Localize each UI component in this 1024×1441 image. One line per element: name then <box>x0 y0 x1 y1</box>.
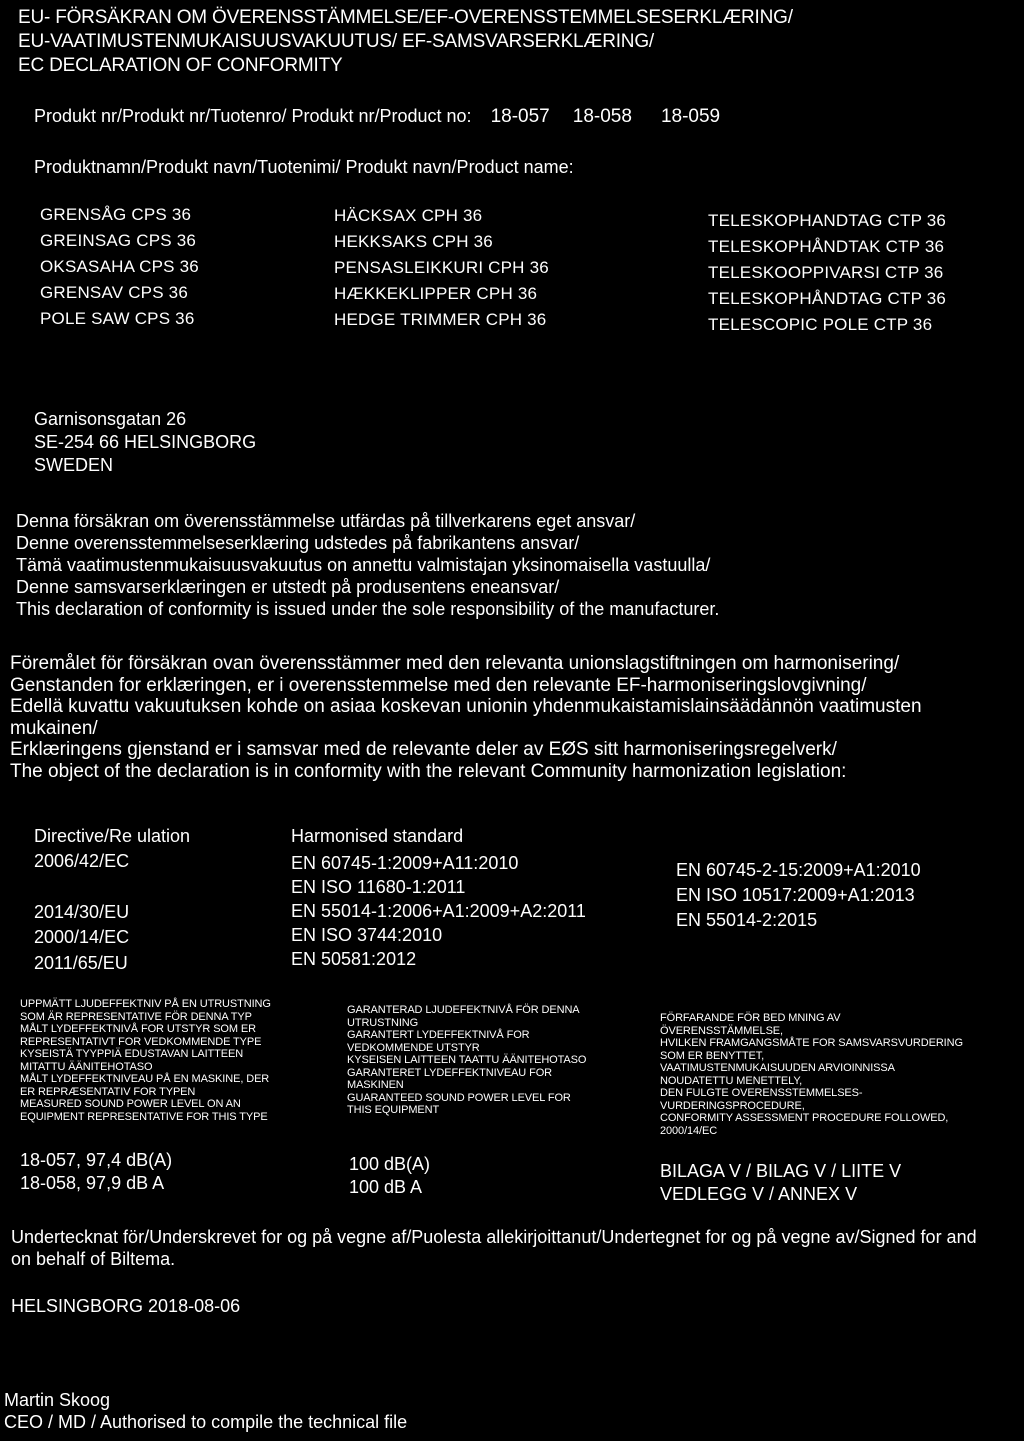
statement-line: Denne overensstemmelseserklæring udstedes på fabrikantens ansvar/ <box>16 533 580 553</box>
title-line: EC DECLARATION OF CONFORMITY <box>18 55 343 76</box>
label-line: SOM ER BENYTTET, <box>660 1049 765 1062</box>
statement-line: Edellä kuvattu vakuutuksen kohde on asiaa koskevan unionin yhdenmukaistamislainsäädännön vaatimusten <box>10 696 922 717</box>
label-line: ER REPRÆSENTATIV FOR TYPEN <box>20 1085 196 1098</box>
standard-header: Harmonised standard <box>291 826 464 846</box>
label-line: NOUDATETTU MENETTELY, <box>660 1074 803 1087</box>
standard: EN ISO 11680-1:2011 <box>291 877 466 897</box>
product-name: TELESCOPIC POLE CTP 36 <box>708 315 933 334</box>
measured-value: 18-057, 97,4 dB(A) <box>20 1150 173 1170</box>
signer-name: Martin Skoog <box>4 1390 111 1410</box>
label-line: MITATTU ÄÄNITEHOTASO <box>20 1060 153 1073</box>
statement-line: mukainen/ <box>10 717 98 739</box>
directive: 2000/14/EC <box>34 927 130 947</box>
label-line: MÅLT LYDEFFEKTNIVÅ FOR UTSTYR SOM ER <box>20 1023 256 1035</box>
guaranteed-value: 100 dB A <box>349 1177 423 1197</box>
responsibility-statement <box>16 510 719 620</box>
signature-statement: Undertecknat för/Underskrevet for og på vegne af/Puolesta allekirjoittanut/Undertegnet for og på vegne av/Signed for and on behalf of Biltema. <box>11 1227 977 1269</box>
address-line: SWEDEN <box>34 455 114 475</box>
signer-block <box>4 1389 407 1433</box>
product-name: HEKKSAKS CPH 36 <box>334 232 493 251</box>
object-statement <box>10 653 1020 782</box>
title-line: EU-VAATIMUSTENMUKAISUUSVAKUUTUS/ EF-SAMSVARSERKLÆRING/ <box>18 31 654 52</box>
product-name-label: Produktnamn/Produkt navn/Tuotenimi/ Produkt navn/Product name: <box>34 157 574 177</box>
standard: EN 50581:2012 <box>291 949 417 969</box>
standard: EN 55014-2:2015 <box>676 910 818 930</box>
label-line: CONFORMITY ASSESSMENT PROCEDURE FOLLOWED, <box>660 1112 949 1124</box>
directive-list <box>34 849 129 976</box>
label-line: SOM ÄR REPRESENTATIVE FÖR DENNA TYP <box>20 1010 252 1023</box>
document-title <box>18 6 793 78</box>
product-name: HEDGE TRIMMER CPH 36 <box>334 310 547 329</box>
procedure-value: VEDLEGG V / ANNEX V <box>660 1184 858 1204</box>
standard: EN 60745-1:2009+A11:2010 <box>291 853 519 873</box>
label-line: VURDERINGSPROCEDURE, <box>660 1099 805 1112</box>
product-number: 18-059 <box>660 106 721 127</box>
label-line: UPPMÄTT LJUDEFFEKTNIV PÅ EN UTRUSTNING <box>20 998 271 1010</box>
label-line: UTRUSTNING <box>347 1016 419 1029</box>
title-line: EU- FÖRSÄKRAN OM ÖVERENSSTÄMMELSE/EF-OVERENSSTEMMELSESERKLÆRING/ <box>18 7 793 28</box>
label-line: MEASURED SOUND POWER LEVEL ON AN <box>20 1098 241 1110</box>
label-line: MÅLT LYDEFFEKTNIVEAU PÅ EN MASKINE, DER <box>20 1073 270 1085</box>
guaranteed-sound-values <box>349 1153 430 1199</box>
signer-title: CEO / MD / Authorised to compile the technical file <box>4 1412 408 1432</box>
directive: 2006/42/EC <box>34 851 130 871</box>
product-number: 18-058 <box>572 106 632 127</box>
directive: 2011/65/EU <box>34 952 128 973</box>
label-line: FÖRFARANDE FÖR BED MNING AV <box>660 1012 841 1024</box>
product-names-pole-saw <box>40 202 199 332</box>
standard: EN ISO 10517:2009+A1:2013 <box>676 885 915 905</box>
product-name: GRENSAV CPS 36 <box>40 283 188 302</box>
product-name: PENSASLEIKKURI CPH 36 <box>334 258 549 277</box>
statement-line: Denna försäkran om överensstämmelse utfärdas på tillverkarens eget ansvar/ <box>16 511 636 531</box>
product-name: GRENSÅG CPS 36 <box>40 205 192 224</box>
measured-sound-label <box>20 998 271 1123</box>
product-number-label: Produkt nr/Produkt nr/Tuotenro/ Produkt nr/Product no: <box>34 106 472 126</box>
label-line: DEN FULGTE OVERENSSTEMMELSES- <box>660 1087 863 1099</box>
label-line: 2000/14/EC <box>660 1124 718 1137</box>
guaranteed-value: 100 dB(A) <box>349 1154 431 1174</box>
product-names-hedge-trimmer <box>334 203 549 333</box>
product-number-row <box>34 106 720 128</box>
statement-line: Denne samsvarserklæringen er utstedt på produsentens eneansvar/ <box>16 577 560 597</box>
standard: EN ISO 3744:2010 <box>291 925 443 945</box>
directive-header: Directive/Re ulation <box>34 826 191 846</box>
product-names-telescopic-pole <box>708 208 946 338</box>
procedure-values <box>660 1160 901 1206</box>
product-name: TELESKOPHÅNDTAG CTP 36 <box>708 289 947 308</box>
standard-list-secondary <box>676 858 921 933</box>
guaranteed-sound-label <box>347 1004 586 1117</box>
statement-line: Tämä vaatimustenmukaisuusvakuutus on annettu valmistajan yksinomaisella vastuulla/ <box>16 555 711 575</box>
statement-line: Erklæringens gjenstand er i samsvar med de relevante deler av EØS sitt harmoniseringsregelverk/ <box>10 739 837 760</box>
label-line: THIS EQUIPMENT <box>347 1104 440 1116</box>
measured-value: 18-058, 97,9 dB A <box>20 1173 165 1193</box>
product-name: TELESKOOPPIVARSI CTP 36 <box>708 263 944 282</box>
label-line: ÖVERENSSTÄMMELSE, <box>660 1024 783 1037</box>
product-name: TELESKOPHANDTAG CTP 36 <box>708 211 947 230</box>
product-name: GREINSAG CPS 36 <box>40 231 197 250</box>
product-name: OKSASAHA CPS 36 <box>40 257 199 276</box>
label-line: REPRESENTATIVT FOR VEDKOMMENDE TYPE <box>20 1035 262 1048</box>
statement-line: Föremålet för försäkran ovan överensstämmer med den relevanta unionslagstiftningen om harmonisering/ <box>10 653 900 674</box>
standard: EN 55014-1:2006+A1:2009+A2:2011 <box>291 901 586 921</box>
address-line: SE-254 66 HELSINGBORG <box>34 432 257 452</box>
label-line: GARANTERT LYDEFFEKTNIVÅ FOR <box>347 1029 530 1041</box>
label-line: MASKINEN <box>347 1079 404 1091</box>
label-line: GUARANTEED SOUND POWER LEVEL FOR <box>347 1091 571 1104</box>
label-line: KYSEISTÄ TYYPPIÄ EDUSTAVAN LAITTEEN <box>20 1048 244 1060</box>
assessment-procedure-label <box>660 1012 963 1137</box>
measured-sound-values <box>20 1149 172 1195</box>
standard: EN 60745-2-15:2009+A1:2010 <box>676 860 921 880</box>
product-name: TELESKOPHÅNDTAK CTP 36 <box>708 237 945 256</box>
statement-line: The object of the declaration is in conformity with the relevant Community harmonization legislation: <box>10 760 847 782</box>
directive: 2014/30/EU <box>34 901 130 922</box>
statement-line: This declaration of conformity is issued under the sole responsibility of the manufacturer. <box>16 599 720 619</box>
statement-line: Genstanden for erklæringen, er i overensstemmelse med den relevante EF-harmoniseringslovgivning/ <box>10 674 867 696</box>
place-date: HELSINGBORG 2018-08-06 <box>11 1296 241 1316</box>
product-name: POLE SAW CPS 36 <box>40 309 195 328</box>
label-line: HVILKEN FRAMGANGSMÅTE FOR SAMSVARSVURDERING <box>660 1037 963 1049</box>
address-line: Garnisonsgatan 26 <box>34 409 187 429</box>
label-line: VAATIMUSTENMUKAISUUDEN ARVIOINNISSA <box>660 1062 895 1074</box>
product-name: HÆKKEKLIPPER CPH 36 <box>334 284 538 303</box>
label-line: GARANTERET LYDEFFEKTNIVEAU FOR <box>347 1066 553 1079</box>
product-name: HÄCKSAX CPH 36 <box>334 206 483 225</box>
standard-list-primary <box>291 851 586 971</box>
label-line: VEDKOMMENDE UTSTYR <box>347 1041 480 1054</box>
label-line: KYSEISEN LAITTEEN TAATTU ÄÄNITEHOTASO <box>347 1054 587 1066</box>
product-number: 18-057 <box>490 106 550 127</box>
label-line: EQUIPMENT REPRESENTATIVE FOR THIS TYPE <box>20 1110 268 1123</box>
manufacturer-address <box>34 408 256 477</box>
procedure-value: BILAGA V / BILAG V / LIITE V <box>660 1161 902 1181</box>
label-line: GARANTERAD LJUDEFEKTNIVÅ FÖR DENNA <box>347 1004 580 1016</box>
